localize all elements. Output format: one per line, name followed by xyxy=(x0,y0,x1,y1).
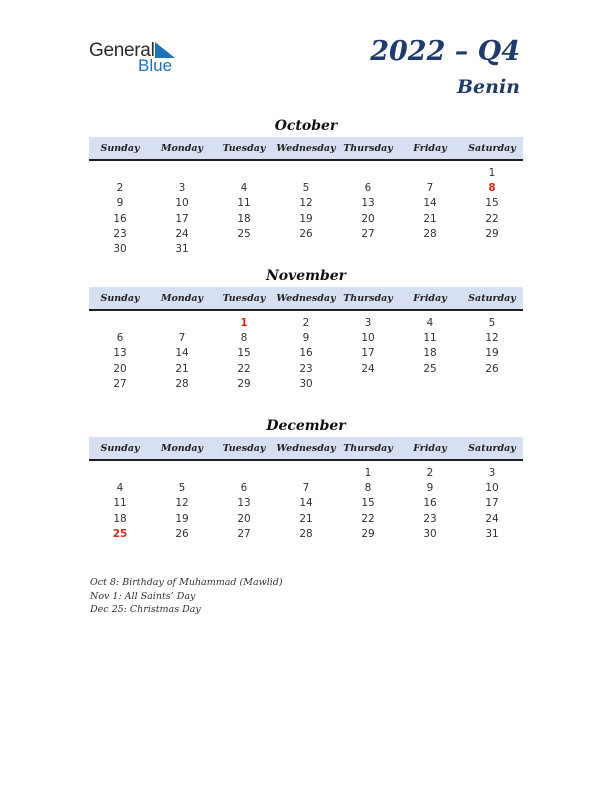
week-row xyxy=(89,376,523,391)
holiday-notes xyxy=(90,576,283,617)
day-cell: 21 xyxy=(175,362,189,375)
day-cell: 11 xyxy=(237,197,251,210)
weekday-header xyxy=(89,137,523,161)
day-cell: 7 xyxy=(178,331,186,344)
day-cell: 5 xyxy=(302,181,310,194)
day-cell: 27 xyxy=(113,377,127,390)
week-row xyxy=(89,480,523,495)
weekday-label: Thursday xyxy=(343,442,393,454)
week-row xyxy=(89,526,523,541)
day-cell: 16 xyxy=(423,497,437,510)
day-cell: 31 xyxy=(485,527,499,540)
weekday-label: Saturday xyxy=(468,142,516,154)
week-row xyxy=(89,361,523,376)
day-cell: 30 xyxy=(113,243,127,256)
weekday-label: Sunday xyxy=(100,292,140,304)
weekday-label: Wednesday xyxy=(276,142,336,154)
day-cell: 27 xyxy=(237,527,251,540)
logo-text-general: General xyxy=(89,40,155,61)
week-row xyxy=(89,346,523,361)
day-cell: 7 xyxy=(302,481,310,494)
weeks xyxy=(89,465,523,541)
logo-text-blue: Blue xyxy=(138,56,173,75)
holiday-note: Dec 25: Christmas Day xyxy=(90,604,201,615)
day-cell: 28 xyxy=(299,527,313,540)
day-cell: 22 xyxy=(485,212,499,225)
day-cell: 9 xyxy=(302,331,310,344)
day-cell: 2 xyxy=(426,466,434,479)
day-cell: 4 xyxy=(240,181,248,194)
day-cell: 11 xyxy=(423,331,437,344)
week-row xyxy=(89,180,523,195)
day-cell: 6 xyxy=(240,481,248,494)
day-cell: 10 xyxy=(361,331,375,344)
day-cell: 20 xyxy=(237,512,251,525)
weekday-label: Saturday xyxy=(468,292,516,304)
day-cell: 22 xyxy=(361,512,375,525)
day-cell: 29 xyxy=(485,227,499,240)
month-november xyxy=(89,267,523,391)
day-cell: 4 xyxy=(426,316,434,329)
day-cell: 29 xyxy=(361,527,375,540)
day-cell: 15 xyxy=(485,197,499,210)
day-cell: 15 xyxy=(361,497,375,510)
day-cell: 7 xyxy=(426,181,434,194)
day-cell: 2 xyxy=(302,316,310,329)
day-cell: 22 xyxy=(237,362,251,375)
day-cell: 14 xyxy=(175,347,189,360)
page-title: 2022 – Q4 xyxy=(370,36,520,67)
day-cell: 11 xyxy=(113,497,127,510)
day-cell: 14 xyxy=(299,497,313,510)
country-name: Benin xyxy=(457,76,520,98)
month-name: December xyxy=(266,418,346,434)
day-cell: 17 xyxy=(175,212,189,225)
day-cell: 30 xyxy=(423,527,437,540)
day-cell: 17 xyxy=(485,497,499,510)
week-row xyxy=(89,496,523,511)
day-cell: 16 xyxy=(299,347,313,360)
month-name: October xyxy=(274,118,338,134)
day-cell: 24 xyxy=(485,512,499,525)
day-cell: 19 xyxy=(485,347,499,360)
weekday-label: Sunday xyxy=(100,142,140,154)
day-cell: 12 xyxy=(485,331,499,344)
day-cell: 1 xyxy=(240,316,248,329)
day-cell: 23 xyxy=(299,362,313,375)
day-cell: 18 xyxy=(423,347,437,360)
day-cell: 3 xyxy=(178,181,186,194)
weekday-label: Tuesday xyxy=(222,142,266,154)
day-cell: 26 xyxy=(299,227,313,240)
day-cell: 12 xyxy=(299,197,313,210)
weekday-label: Monday xyxy=(160,142,204,154)
day-cell: 21 xyxy=(299,512,313,525)
day-cell: 8 xyxy=(364,481,372,494)
weekday-label: Wednesday xyxy=(276,442,336,454)
week-row xyxy=(89,315,523,330)
month-december xyxy=(89,417,523,541)
weekday-label: Monday xyxy=(160,292,204,304)
weekday-header xyxy=(89,437,523,461)
weekday-label: Wednesday xyxy=(276,292,336,304)
day-cell: 9 xyxy=(426,481,434,494)
weekday-label: Monday xyxy=(160,442,204,454)
weeks xyxy=(89,165,523,257)
weeks xyxy=(89,315,523,391)
day-cell: 20 xyxy=(361,212,375,225)
holiday-note: Nov 1: All Saints’ Day xyxy=(90,590,196,602)
day-cell: 1 xyxy=(488,166,496,179)
day-cell: 30 xyxy=(299,377,313,390)
weekday-label: Tuesday xyxy=(222,442,266,454)
day-cell: 3 xyxy=(488,466,496,479)
day-cell: 2 xyxy=(116,181,124,194)
weekday-label: Friday xyxy=(413,142,447,154)
week-row xyxy=(89,211,523,226)
day-cell: 28 xyxy=(175,377,189,390)
day-cell: 13 xyxy=(237,497,251,510)
day-cell: 13 xyxy=(113,347,127,360)
day-cell: 4 xyxy=(116,481,124,494)
day-cell: 8 xyxy=(488,181,496,194)
day-cell: 31 xyxy=(175,243,189,256)
week-row xyxy=(89,241,523,256)
day-cell: 3 xyxy=(364,316,372,329)
day-cell: 5 xyxy=(488,316,496,329)
day-cell: 5 xyxy=(178,481,186,494)
day-cell: 23 xyxy=(113,227,127,240)
day-cell: 13 xyxy=(361,197,375,210)
month-name: November xyxy=(265,268,347,284)
week-row xyxy=(89,465,523,480)
weekday-label: Tuesday xyxy=(222,292,266,304)
day-cell: 24 xyxy=(175,227,189,240)
week-row xyxy=(89,226,523,241)
day-cell: 1 xyxy=(364,466,372,479)
day-cell: 25 xyxy=(112,527,128,540)
day-cell: 26 xyxy=(175,527,189,540)
day-cell: 25 xyxy=(237,227,251,240)
day-cell: 28 xyxy=(423,227,437,240)
month-october xyxy=(89,117,523,257)
day-cell: 25 xyxy=(423,362,437,375)
weekday-label: Sunday xyxy=(100,442,140,454)
weekday-header xyxy=(89,287,523,311)
brand-logo xyxy=(89,40,189,80)
day-cell: 21 xyxy=(423,212,437,225)
week-row xyxy=(89,165,523,180)
day-cell: 12 xyxy=(175,497,189,510)
day-cell: 24 xyxy=(361,362,375,375)
day-cell: 18 xyxy=(237,212,251,225)
day-cell: 23 xyxy=(423,512,437,525)
day-cell: 10 xyxy=(485,481,499,494)
day-cell: 26 xyxy=(485,362,499,375)
day-cell: 29 xyxy=(237,377,251,390)
day-cell: 8 xyxy=(240,331,248,344)
day-cell: 9 xyxy=(116,197,124,210)
day-cell: 19 xyxy=(175,512,189,525)
day-cell: 17 xyxy=(361,347,375,360)
weekday-label: Thursday xyxy=(343,142,393,154)
weekday-label: Saturday xyxy=(468,442,516,454)
week-row xyxy=(89,330,523,345)
week-row xyxy=(89,196,523,211)
day-cell: 27 xyxy=(361,227,375,240)
weekday-label: Friday xyxy=(413,442,447,454)
week-row xyxy=(89,511,523,526)
day-cell: 20 xyxy=(113,362,127,375)
day-cell: 15 xyxy=(237,347,251,360)
day-cell: 10 xyxy=(175,197,189,210)
weekday-label: Thursday xyxy=(343,292,393,304)
holiday-note: Oct 8: Birthday of Muhammad (Mawlid) xyxy=(90,577,283,588)
weekday-label: Friday xyxy=(413,292,447,304)
day-cell: 14 xyxy=(423,197,437,210)
day-cell: 19 xyxy=(299,212,313,225)
day-cell: 18 xyxy=(113,512,127,525)
day-cell: 16 xyxy=(113,212,127,225)
day-cell: 6 xyxy=(116,331,124,344)
day-cell: 6 xyxy=(364,181,372,194)
